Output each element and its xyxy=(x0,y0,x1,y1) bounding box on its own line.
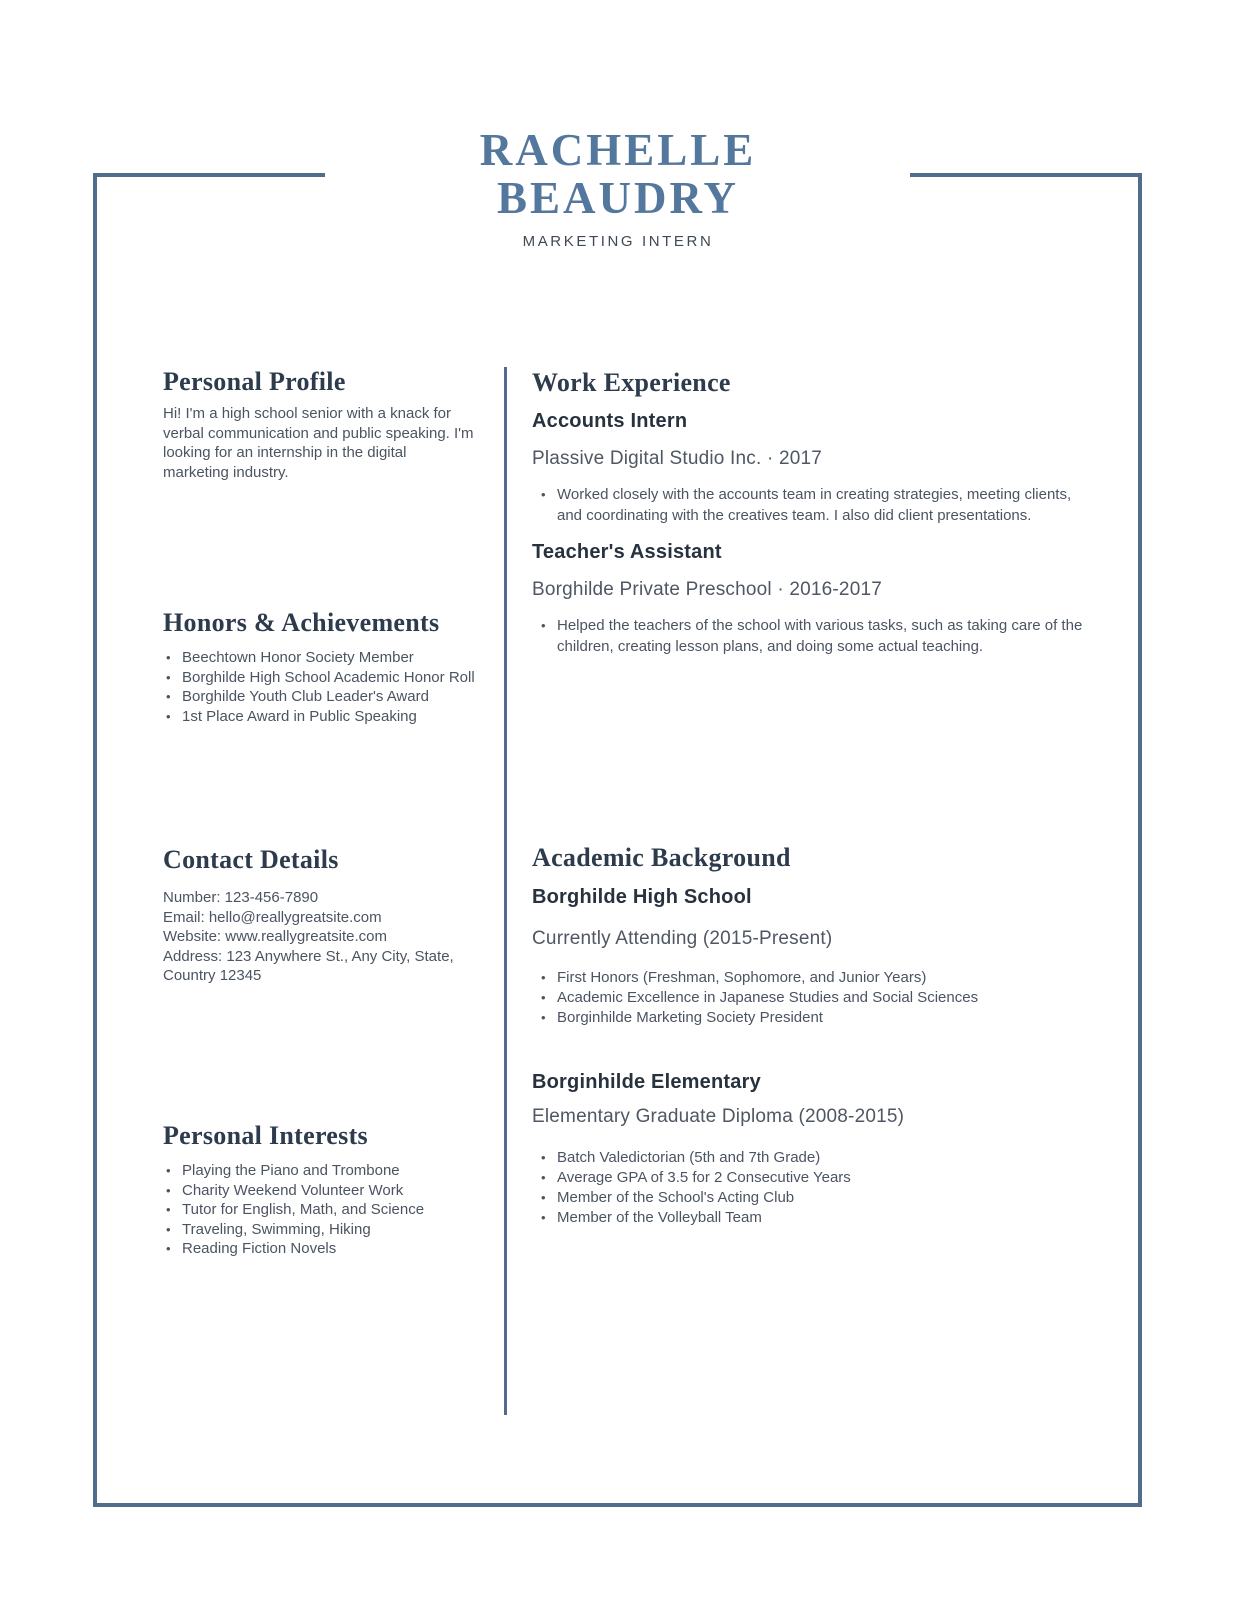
job-title: Teacher's Assistant xyxy=(532,541,722,563)
resume-name xyxy=(0,126,1236,222)
list-item: • Playing the Piano and Trombone xyxy=(165,1161,475,1181)
academic-entry xyxy=(532,885,1092,1027)
list-item: • Member of the Volleyball Team xyxy=(541,1208,1092,1228)
contact-heading: Contact Details xyxy=(163,845,339,874)
school-name: Borghilde High School xyxy=(532,886,752,908)
resume-name-line1: RACHELLE xyxy=(479,125,757,175)
section-academic-background xyxy=(532,842,1092,1228)
list-item: • 1st Place Award in Public Speaking xyxy=(165,707,475,727)
interests-heading: Personal Interests xyxy=(163,1121,368,1150)
list-item: • Borghilde High School Academic Honor Roll xyxy=(165,668,475,688)
work-experience-entry xyxy=(532,409,1092,526)
list-item: • Helped the teachers of the school with various tasks, such as taking care of the children, creating lesson plans, and doing some actual teaching. xyxy=(541,616,1092,657)
academic-entry xyxy=(532,1070,1092,1227)
section-contact-details xyxy=(163,844,475,986)
list-item: • Worked closely with the accounts team in creating strategies, meeting clients, and coordinating with the creatives team. I also did client presentations. xyxy=(541,485,1092,526)
personal-profile-body: Hi! I'm a high school senior with a knack for verbal communication and public speaking. I'm looking for an internship in the digital marketing industry. xyxy=(163,405,474,481)
school-bullet-list xyxy=(532,968,1092,1027)
job-org-and-dates: Plassive Digital Studio Inc. · 2017 xyxy=(532,448,823,469)
section-personal-profile xyxy=(163,366,475,482)
contact-email: Email: hello@reallygreatsite.com xyxy=(163,908,382,926)
list-item: • First Honors (Freshman, Sophomore, and Junior Years) xyxy=(541,968,1092,988)
work-experience-entry xyxy=(532,540,1092,657)
list-item: • Reading Fiction Novels xyxy=(165,1239,475,1259)
list-item: • Average GPA of 3.5 for 2 Consecutive Years xyxy=(541,1168,1092,1188)
school-detail: Currently Attending (2015-Present) xyxy=(532,928,833,949)
list-item: • Traveling, Swimming, Hiking xyxy=(165,1220,475,1240)
work-experience-heading: Work Experience xyxy=(532,368,731,397)
interests-list xyxy=(163,1161,475,1259)
list-item: • Beechtown Honor Society Member xyxy=(165,648,475,668)
list-item: • Batch Valedictorian (5th and 7th Grade) xyxy=(541,1148,1092,1168)
school-detail: Elementary Graduate Diploma (2008-2015) xyxy=(532,1106,905,1128)
list-item: • Borginhilde Marketing Society President xyxy=(541,1008,1092,1028)
section-honors-achievements xyxy=(163,607,475,726)
resume-name-line2: BEAUDRY xyxy=(497,173,739,223)
resume-role: MARKETING INTERN xyxy=(522,233,714,250)
list-item: • Charity Weekend Volunteer Work xyxy=(165,1181,475,1201)
job-org-and-dates: Borghilde Private Preschool · 2016-2017 xyxy=(532,579,883,600)
contact-website: Website: www.reallygreatsite.com xyxy=(163,928,387,945)
contact-number: Number: 123-456-7890 xyxy=(163,889,319,906)
job-title: Accounts Intern xyxy=(532,410,688,432)
column-divider-line xyxy=(504,367,507,1415)
job-bullet-list xyxy=(532,616,1092,657)
list-item: • Tutor for English, Math, and Science xyxy=(165,1200,475,1220)
personal-profile-heading: Personal Profile xyxy=(163,367,346,396)
honors-heading: Honors & Achievements xyxy=(163,608,440,637)
list-item: • Academic Excellence in Japanese Studies and Social Sciences xyxy=(541,988,1092,1008)
honors-list xyxy=(163,648,475,726)
list-item: • Member of the School's Acting Club xyxy=(541,1188,1092,1208)
contact-address: Address: 123 Anywhere St., Any City, State, Country 12345 xyxy=(163,947,454,984)
school-bullet-list xyxy=(532,1148,1092,1227)
job-bullet-list xyxy=(532,485,1092,526)
section-personal-interests xyxy=(163,1120,475,1259)
list-item: • Borghilde Youth Club Leader's Award xyxy=(165,687,475,707)
contact-lines xyxy=(163,888,475,986)
school-name: Borginhilde Elementary xyxy=(532,1071,761,1094)
academic-background-heading: Academic Background xyxy=(532,843,791,872)
section-work-experience xyxy=(532,367,1092,657)
